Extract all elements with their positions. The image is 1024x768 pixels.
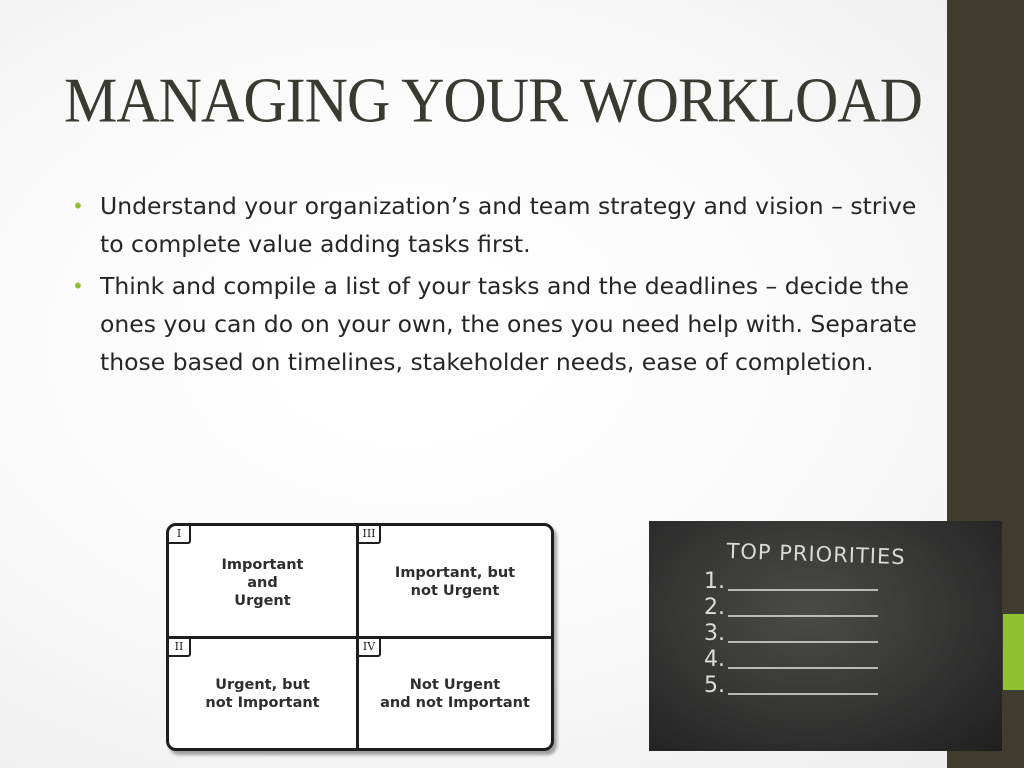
chalkboard-image bbox=[649, 521, 1002, 751]
quadrant-label: Important, but not Urgent bbox=[394, 565, 516, 599]
chalkboard-item-number: 3. bbox=[704, 621, 725, 646]
bullet-dot-icon: • bbox=[72, 194, 84, 218]
chalkboard-blank-line bbox=[728, 667, 878, 669]
chalkboard-blank-line bbox=[728, 693, 878, 695]
priority-matrix bbox=[166, 523, 554, 751]
chalkboard-list-item bbox=[704, 569, 884, 597]
chalkboard-list-item bbox=[704, 595, 884, 623]
quadrant-numeral: IV bbox=[359, 639, 381, 657]
chalkboard-blank-line bbox=[728, 641, 878, 643]
side-accent-bar bbox=[1003, 614, 1024, 690]
quadrant-label: Not Urgent and not Important bbox=[380, 677, 530, 711]
quadrant-numeral: III bbox=[359, 526, 381, 544]
chalkboard-blank-line bbox=[728, 615, 878, 617]
quadrant-urgent-not-important bbox=[169, 639, 356, 749]
quadrant-label: Important and Urgent bbox=[221, 557, 304, 609]
quadrant-important-urgent bbox=[169, 526, 356, 636]
chalkboard-item-number: 4. bbox=[704, 647, 725, 672]
quadrant-important-not-urgent bbox=[359, 526, 551, 636]
quadrant-numeral: I bbox=[169, 526, 191, 544]
chalkboard-item-number: 1. bbox=[704, 569, 725, 594]
chalkboard-list-item bbox=[704, 621, 884, 649]
bullet-item bbox=[72, 267, 932, 381]
quadrant-not-urgent-not-important bbox=[359, 639, 551, 749]
chalkboard-item-number: 2. bbox=[704, 595, 725, 620]
bullet-text: Understand your organization’s and team strategy and vision – strive to complete value adding tasks first. bbox=[100, 192, 917, 258]
bullet-list bbox=[72, 187, 932, 385]
bullet-text: Think and compile a list of your tasks and the deadlines – decide the ones you can do on your own, the ones you need help with. Separate those based on timelines, stakeholder needs, ease of completion. bbox=[100, 272, 917, 376]
slide-title: MANAGING YOUR WORKLOAD bbox=[64, 65, 922, 136]
chalkboard-blank-line bbox=[728, 589, 878, 591]
bullet-item bbox=[72, 187, 932, 263]
quadrant-numeral: II bbox=[169, 639, 191, 657]
chalkboard-title: TOP PRIORITIES bbox=[726, 539, 906, 570]
chalkboard-item-number: 5. bbox=[704, 673, 725, 698]
chalkboard-list-item bbox=[704, 673, 884, 701]
quadrant-label: Urgent, but not Important bbox=[205, 677, 320, 711]
chalkboard-list-item bbox=[704, 647, 884, 675]
bullet-dot-icon: • bbox=[72, 274, 84, 298]
